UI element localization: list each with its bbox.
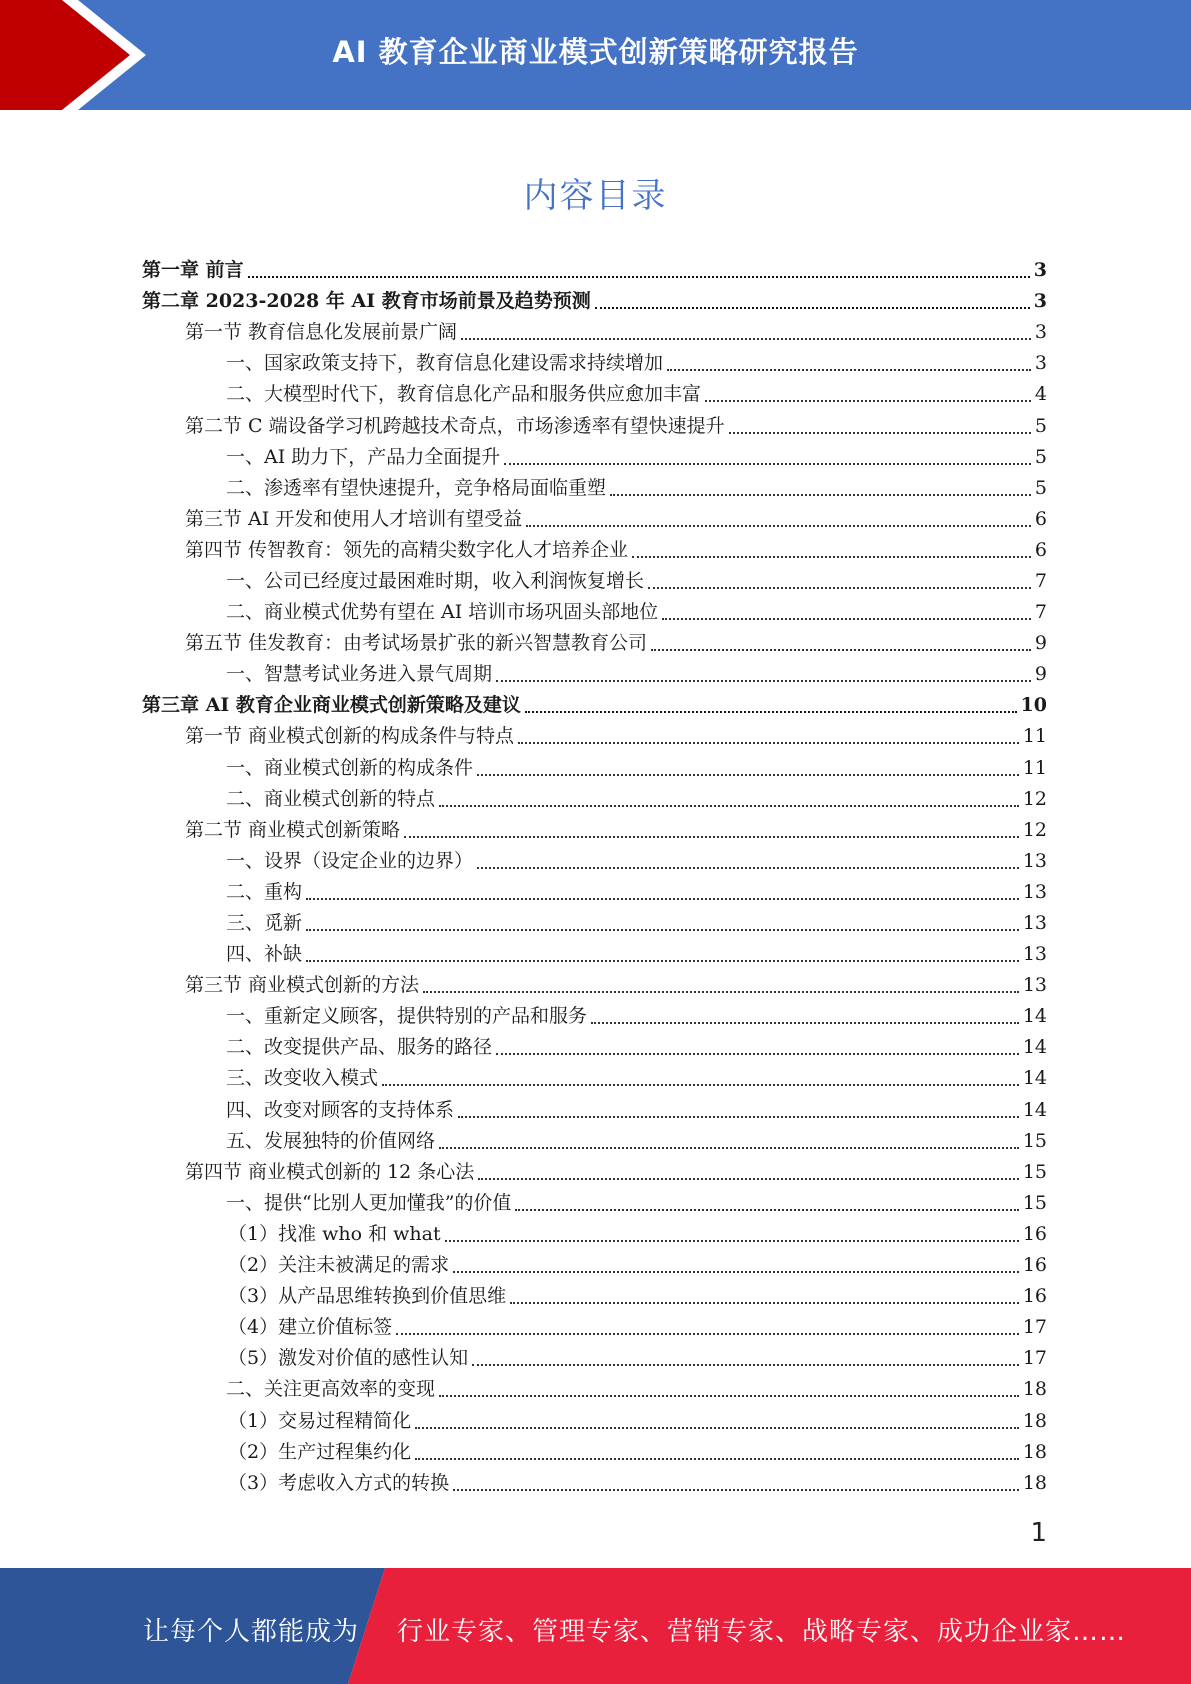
toc-entry[interactable] — [0, 1001, 1047, 1032]
toc-dot-leader — [478, 1177, 1019, 1180]
toc-entry-title: 第二节 商业模式创新策略 — [185, 818, 401, 841]
toc-dot-leader — [461, 337, 1031, 340]
toc-entry[interactable] — [0, 815, 1047, 846]
toc-entry-page: 15 — [1022, 1160, 1047, 1183]
toc-entry-page: 11 — [1022, 725, 1047, 748]
toc-dot-leader — [445, 1239, 1019, 1242]
toc-dot-leader — [306, 928, 1019, 931]
toc-entry-page: 17 — [1022, 1316, 1047, 1339]
toc-entry[interactable] — [0, 784, 1047, 815]
toc-entry-title: 二、改变提供产品、服务的路径 — [226, 1036, 493, 1059]
toc-dot-leader — [404, 835, 1019, 838]
toc-entry-title: （2）关注未被满足的需求 — [228, 1254, 450, 1277]
toc-entry[interactable] — [0, 659, 1047, 690]
toc-entry[interactable] — [0, 286, 1047, 317]
toc-dot-leader — [453, 1270, 1019, 1273]
toc-entry-page: 13 — [1022, 849, 1047, 872]
toc-entry-title: 第二章 2023-2028 年 AI 教育市场前景及趋势预测 — [142, 290, 591, 313]
toc-entry[interactable] — [0, 1281, 1047, 1312]
toc-entry[interactable] — [0, 255, 1047, 286]
toc-dot-leader — [662, 617, 1031, 620]
toc-entry-title: 一、智慧考试业务进入景气周期 — [226, 663, 493, 686]
toc-entry-page: 6 — [1034, 507, 1047, 530]
toc-dot-leader — [472, 1363, 1019, 1366]
toc-entry-page: 3 — [1033, 290, 1047, 313]
header-banner — [0, 0, 1191, 110]
toc-entry-page: 3 — [1033, 259, 1047, 282]
toc-dot-leader — [396, 1332, 1019, 1335]
toc-dot-leader — [439, 804, 1019, 807]
toc-entry-page: 10 — [1020, 694, 1047, 717]
toc-entry-page: 14 — [1022, 1036, 1047, 1059]
toc-entry-title: 一、AI 助力下，产品力全面提升 — [226, 445, 501, 468]
toc-entry-title: 第一节 商业模式创新的构成条件与特点 — [185, 725, 515, 748]
toc-entry-title: 第一章 前言 — [142, 259, 244, 282]
toc-dot-leader — [648, 586, 1031, 589]
toc-dot-leader — [651, 648, 1031, 651]
toc-entry-title: 第三节 AI 开发和使用人才培训有望受益 — [185, 507, 523, 530]
toc-dot-leader — [504, 462, 1031, 465]
toc-entry[interactable] — [0, 1032, 1047, 1063]
toc-dot-leader — [477, 866, 1019, 869]
toc-entry[interactable] — [0, 597, 1047, 628]
toc-entry-page: 16 — [1022, 1222, 1047, 1245]
toc-dot-leader — [526, 524, 1031, 527]
toc-entry-title: 二、渗透率有望快速提升，竞争格局面临重塑 — [226, 476, 607, 499]
toc-entry-title: 二、关注更高效率的变现 — [226, 1378, 436, 1401]
toc-heading: 内容目录 — [523, 176, 668, 216]
toc-entry-page: 12 — [1022, 818, 1047, 841]
toc-entry[interactable] — [0, 1405, 1047, 1436]
toc-entry-title: 一、商业模式创新的构成条件 — [226, 756, 474, 779]
toc-entry-title: 第一节 教育信息化发展前景广阔 — [185, 321, 458, 344]
toc-entry-title: 二、大模型时代下，教育信息化产品和服务供应愈加丰富 — [226, 383, 702, 406]
toc-entry-title: 二、重构 — [226, 880, 303, 903]
toc-entry-page: 14 — [1022, 1067, 1047, 1090]
toc-entry[interactable] — [0, 1437, 1047, 1468]
toc-entry-title: 一、提供“比别人更加懂我”的价值 — [226, 1191, 512, 1214]
toc-entry-page: 5 — [1034, 476, 1047, 499]
toc-entry[interactable] — [0, 442, 1047, 473]
toc-dot-leader — [496, 679, 1031, 682]
toc-entry-title: 第三章 AI 教育企业商业模式创新策略及建议 — [142, 694, 521, 717]
toc-entry-title: （2）生产过程集约化 — [228, 1440, 412, 1463]
toc-entry[interactable] — [0, 379, 1047, 410]
toc-entry-page: 7 — [1034, 601, 1047, 624]
page-number: 1 — [1030, 1518, 1047, 1548]
toc-entry-page: 18 — [1022, 1440, 1047, 1463]
toc-entry[interactable] — [0, 721, 1047, 752]
toc-dot-leader — [248, 275, 1030, 278]
toc-entry-page: 12 — [1022, 787, 1047, 810]
toc-entry[interactable] — [0, 1188, 1047, 1219]
toc-entry-title: 一、设界（设定企业的边界） — [226, 849, 474, 872]
toc-entry-page: 9 — [1034, 632, 1047, 655]
toc-entry-title: 二、商业模式优势有望在 AI 培训市场巩固头部地位 — [226, 601, 659, 624]
toc-entry[interactable] — [0, 1250, 1047, 1281]
toc-entry-title: （1）交易过程精简化 — [228, 1409, 412, 1432]
toc-entry-page: 15 — [1022, 1191, 1047, 1214]
toc-entry[interactable] — [0, 939, 1047, 970]
toc-entry-title: 第四节 商业模式创新的 12 条心法 — [185, 1160, 475, 1183]
toc-dot-leader — [453, 1488, 1019, 1491]
toc-entry[interactable] — [0, 628, 1047, 659]
toc-entry-page: 16 — [1022, 1254, 1047, 1277]
toc-entry[interactable] — [0, 535, 1047, 566]
toc-entry-page: 3 — [1034, 321, 1047, 344]
toc-entry-title: （3）从产品思维转换到价值思维 — [228, 1285, 507, 1308]
toc-entry-page: 4 — [1034, 383, 1047, 406]
toc-dot-leader — [518, 741, 1019, 744]
toc-entry[interactable] — [0, 1374, 1047, 1405]
toc-dot-leader — [705, 399, 1031, 402]
toc-entry-title: 三、觅新 — [226, 912, 303, 935]
toc-dot-leader — [510, 1301, 1019, 1304]
report-title: AI 教育企业商业模式创新策略研究报告 — [332, 35, 859, 69]
toc-entry[interactable] — [0, 566, 1047, 597]
toc-dot-leader — [515, 1208, 1018, 1211]
toc-entry-page: 15 — [1022, 1129, 1047, 1152]
toc-entry-title: 四、补缺 — [226, 943, 303, 966]
toc-entry-page: 7 — [1034, 569, 1047, 592]
toc-entry[interactable] — [0, 1312, 1047, 1343]
toc-entry-title: （3）考虑收入方式的转换 — [228, 1471, 450, 1494]
toc-entry-title: 一、重新定义顾客，提供特别的产品和服务 — [226, 1005, 588, 1028]
toc-entry-page: 13 — [1022, 943, 1047, 966]
toc-entry[interactable] — [0, 348, 1047, 379]
toc-entry-title: 三、改变收入模式 — [226, 1067, 379, 1090]
toc-dot-leader — [306, 959, 1019, 962]
toc-dot-leader — [306, 897, 1019, 900]
toc-entry-page: 17 — [1022, 1347, 1047, 1370]
toc-entry[interactable] — [0, 1126, 1047, 1157]
toc-entry[interactable] — [0, 690, 1047, 721]
toc-entry-title: （1）找准 who 和 what — [228, 1222, 441, 1245]
toc-entry-page: 5 — [1034, 414, 1047, 437]
toc-entry-page: 13 — [1022, 974, 1047, 997]
table-of-contents — [0, 255, 1191, 1499]
toc-dot-leader — [423, 990, 1019, 993]
toc-entry[interactable] — [0, 753, 1047, 784]
toc-entry[interactable] — [0, 1095, 1047, 1126]
toc-entry[interactable] — [0, 877, 1047, 908]
toc-entry-page: 18 — [1022, 1409, 1047, 1432]
toc-entry-title: 四、改变对顾客的支持体系 — [226, 1098, 455, 1121]
toc-entry-title: 二、商业模式创新的特点 — [226, 787, 436, 810]
toc-entry-title: （4）建立价值标签 — [228, 1316, 393, 1339]
toc-dot-leader — [439, 1394, 1019, 1397]
toc-entry-page: 16 — [1022, 1285, 1047, 1308]
toc-entry-title: 第四节 传智教育：领先的高精尖数字化人才培养企业 — [185, 538, 629, 561]
toc-entry[interactable] — [0, 317, 1047, 348]
toc-dot-leader — [595, 306, 1030, 309]
toc-entry[interactable] — [0, 1343, 1047, 1374]
toc-entry-title: 一、公司已经度过最困难时期，收入利润恢复增长 — [226, 569, 645, 592]
toc-entry-title: 第五节 佳发教育：由考试场景扩张的新兴智慧教育公司 — [185, 632, 648, 655]
toc-entry[interactable] — [0, 1063, 1047, 1094]
toc-dot-leader — [382, 1083, 1019, 1086]
toc-entry-title: 第二节 C 端设备学习机跨越技术奇点，市场渗透率有望快速提升 — [185, 414, 725, 437]
toc-dot-leader — [525, 710, 1017, 713]
toc-entry-page: 14 — [1022, 1098, 1047, 1121]
toc-entry-page: 9 — [1034, 663, 1047, 686]
toc-entry-page: 18 — [1022, 1378, 1047, 1401]
toc-entry-title: 第三节 商业模式创新的方法 — [185, 974, 420, 997]
toc-dot-leader — [632, 555, 1031, 558]
toc-entry-page: 18 — [1022, 1471, 1047, 1494]
footer-banner — [0, 1568, 1191, 1684]
toc-dot-leader — [415, 1426, 1019, 1429]
toc-dot-leader — [415, 1457, 1019, 1460]
toc-dot-leader — [439, 1146, 1019, 1149]
footer-slogan-right: 行业专家、管理专家、营销专家、战略专家、成功企业家…… — [397, 1617, 1127, 1647]
toc-entry[interactable] — [0, 410, 1047, 441]
toc-entry-page: 3 — [1034, 352, 1047, 375]
toc-dot-leader — [667, 368, 1031, 371]
toc-entry[interactable] — [0, 1157, 1047, 1188]
toc-dot-leader — [591, 1021, 1019, 1024]
toc-dot-leader — [729, 431, 1031, 434]
toc-dot-leader — [458, 1115, 1019, 1118]
toc-entry-title: 五、发展独特的价值网络 — [226, 1129, 436, 1152]
footer-slogan-left: 让每个人都能成为 — [143, 1617, 360, 1647]
toc-entry[interactable] — [0, 1468, 1047, 1499]
toc-entry-page: 14 — [1022, 1005, 1047, 1028]
toc-entry[interactable] — [0, 970, 1047, 1001]
toc-entry-title: （5）激发对价值的感性认知 — [228, 1347, 469, 1370]
toc-entry[interactable] — [0, 504, 1047, 535]
toc-dot-leader — [496, 1052, 1019, 1055]
toc-dot-leader — [610, 493, 1031, 496]
toc-dot-leader — [477, 773, 1019, 776]
toc-entry-title: 一、国家政策支持下，教育信息化建设需求持续增加 — [226, 352, 664, 375]
toc-entry-page: 11 — [1022, 756, 1047, 779]
toc-entry[interactable] — [0, 1219, 1047, 1250]
toc-entry[interactable] — [0, 908, 1047, 939]
toc-entry-page: 13 — [1022, 912, 1047, 935]
toc-entry[interactable] — [0, 473, 1047, 504]
toc-entry-page: 13 — [1022, 880, 1047, 903]
toc-entry[interactable] — [0, 846, 1047, 877]
toc-entry-page: 6 — [1034, 538, 1047, 561]
toc-entry-page: 5 — [1034, 445, 1047, 468]
